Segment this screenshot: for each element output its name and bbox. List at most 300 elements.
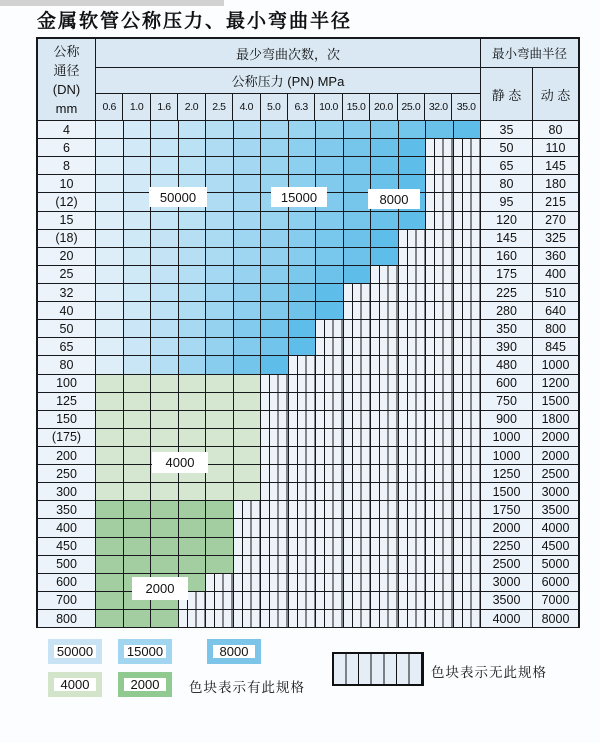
- spec-cell: [344, 121, 372, 138]
- no-spec-cell: [344, 538, 372, 555]
- spec-cell: [206, 212, 234, 229]
- spec-cell: [179, 393, 207, 410]
- spec-cell: [261, 338, 289, 355]
- spec-cell: [234, 302, 262, 319]
- no-spec-cell: [454, 212, 482, 229]
- spec-cell: [151, 411, 179, 428]
- no-spec-cell: [344, 610, 372, 627]
- spec-cell: [289, 302, 317, 319]
- no-spec-cell: [261, 574, 289, 591]
- spec-cell: [261, 356, 289, 373]
- spec-cell: [124, 302, 152, 319]
- static-radius-cell: 750: [481, 393, 533, 410]
- no-spec-cell: [344, 465, 372, 482]
- static-radius-cell: 480: [481, 356, 533, 373]
- no-spec-cell: [454, 248, 482, 265]
- spec-cell: [371, 121, 399, 138]
- spec-cell: [289, 139, 317, 156]
- spec-cell: [316, 230, 344, 247]
- static-radius-cell: 4000: [481, 610, 533, 627]
- table-row-dn-18: [38, 230, 578, 248]
- spec-cell: [179, 356, 207, 373]
- spec-cell: [344, 193, 372, 210]
- no-spec-cell: [316, 574, 344, 591]
- spec-cell: [289, 338, 317, 355]
- static-radius-cell: 65: [481, 157, 533, 174]
- dn-cell: 4: [38, 121, 96, 138]
- spec-cell: [151, 610, 179, 627]
- dynamic-radius-cell: 1000: [533, 356, 578, 373]
- dn-cell: (12): [38, 193, 96, 210]
- pressure-col-header: 5.0: [261, 94, 288, 120]
- spec-cell: [206, 556, 234, 573]
- spec-cell: [261, 157, 289, 174]
- no-spec-cell: [234, 556, 262, 573]
- spec-cell: [96, 610, 124, 627]
- spec-cell: [124, 266, 152, 283]
- pressure-col-header: 32.0: [425, 94, 452, 120]
- spec-cell: [371, 230, 399, 247]
- spec-cell: [124, 157, 152, 174]
- table-row-dn-65: [38, 338, 578, 356]
- no-spec-cell: [316, 519, 344, 536]
- legend-swatch-2000: 2000: [118, 672, 172, 697]
- spec-cell: [371, 139, 399, 156]
- no-spec-cell: [426, 157, 454, 174]
- spec-cell: [234, 429, 262, 446]
- spec-cell: [124, 393, 152, 410]
- spec-cell: [179, 519, 207, 536]
- no-spec-cell: [399, 375, 427, 392]
- table-row-dn-25: [38, 266, 578, 284]
- spec-cell: [206, 393, 234, 410]
- spec-cell: [289, 157, 317, 174]
- no-spec-cell: [289, 411, 317, 428]
- spec-cell: [206, 302, 234, 319]
- spec-cell: [124, 538, 152, 555]
- no-spec-cell: [344, 556, 372, 573]
- spec-cell: [206, 411, 234, 428]
- dynamic-radius-cell: 215: [533, 193, 578, 210]
- spec-cell: [206, 320, 234, 337]
- spec-cell: [206, 157, 234, 174]
- spec-cell: [96, 139, 124, 156]
- no-spec-cell: [371, 574, 399, 591]
- spec-cell: [206, 139, 234, 156]
- no-spec-cell: [454, 429, 482, 446]
- no-spec-cell: [234, 538, 262, 555]
- no-spec-cell: [426, 175, 454, 192]
- spec-cell: [96, 556, 124, 573]
- no-spec-cell: [399, 447, 427, 464]
- no-spec-cell: [371, 393, 399, 410]
- no-spec-cell: [234, 501, 262, 518]
- no-spec-cell: [454, 483, 482, 500]
- dynamic-radius-cell: 1500: [533, 393, 578, 410]
- zone-label-50000: 50000: [149, 187, 207, 207]
- no-spec-cell: [371, 447, 399, 464]
- no-spec-cell: [399, 574, 427, 591]
- table-row-dn-100: [38, 375, 578, 393]
- static-radius-cell: 3000: [481, 574, 533, 591]
- no-spec-cell: [426, 447, 454, 464]
- spec-cell: [96, 284, 124, 301]
- spec-cell: [124, 429, 152, 446]
- spec-cell: [96, 193, 124, 210]
- no-spec-cell: [399, 356, 427, 373]
- spec-cell: [151, 519, 179, 536]
- static-radius-cell: 225: [481, 284, 533, 301]
- no-spec-cell: [289, 356, 317, 373]
- no-spec-cell: [454, 338, 482, 355]
- dynamic-radius-cell: 8000: [533, 610, 578, 627]
- table-row-dn-40: [38, 302, 578, 320]
- header-dn: [38, 39, 96, 120]
- no-spec-cell: [454, 411, 482, 428]
- no-spec-cell: [454, 157, 482, 174]
- no-spec-cell: [371, 320, 399, 337]
- no-spec-cell: [426, 356, 454, 373]
- no-spec-cell: [426, 248, 454, 265]
- dynamic-radius-cell: 1800: [533, 411, 578, 428]
- spec-cell: [96, 501, 124, 518]
- static-radius-cell: 600: [481, 375, 533, 392]
- static-radius-cell: 120: [481, 212, 533, 229]
- spec-cell: [96, 375, 124, 392]
- spec-cell: [151, 393, 179, 410]
- header-dn-line: 公称: [53, 43, 80, 59]
- spec-cell: [206, 193, 234, 210]
- no-spec-cell: [399, 248, 427, 265]
- no-spec-cell: [344, 574, 372, 591]
- dn-cell: 6: [38, 139, 96, 156]
- spec-cell: [151, 429, 179, 446]
- spec-cell: [234, 157, 262, 174]
- spec-cell: [151, 212, 179, 229]
- static-radius-cell: 900: [481, 411, 533, 428]
- spec-cell: [206, 121, 234, 138]
- dn-cell: 10: [38, 175, 96, 192]
- spec-cell: [234, 175, 262, 192]
- zone-label-4000: 4000: [152, 452, 208, 473]
- dn-cell: 50: [38, 320, 96, 337]
- no-spec-cell: [261, 483, 289, 500]
- no-spec-cell: [454, 610, 482, 627]
- zone-label-2000: 2000: [132, 577, 188, 600]
- static-radius-cell: 390: [481, 338, 533, 355]
- spec-cell: [234, 284, 262, 301]
- spec-cell: [151, 501, 179, 518]
- no-spec-cell: [426, 284, 454, 301]
- spec-cell: [344, 139, 372, 156]
- no-spec-cell: [261, 610, 289, 627]
- spec-cell: [261, 320, 289, 337]
- spec-cell: [151, 157, 179, 174]
- spec-cell: [289, 320, 317, 337]
- spec-cell: [124, 519, 152, 536]
- zone-label-8000: 8000: [368, 189, 420, 209]
- pressure-col-header: 25.0: [398, 94, 425, 120]
- dynamic-radius-cell: 800: [533, 320, 578, 337]
- table-row-dn-400: [38, 519, 578, 537]
- no-spec-cell: [426, 411, 454, 428]
- no-spec-cell: [426, 574, 454, 591]
- spec-cell: [289, 121, 317, 138]
- pressure-col-header: 20.0: [370, 94, 397, 120]
- dynamic-radius-cell: 6000: [533, 574, 578, 591]
- spec-cell: [96, 411, 124, 428]
- spec-cell: [454, 121, 482, 138]
- no-spec-cell: [289, 501, 317, 518]
- no-spec-cell: [234, 610, 262, 627]
- dynamic-radius-cell: 2000: [533, 429, 578, 446]
- spec-cell: [289, 266, 317, 283]
- no-spec-cell: [316, 447, 344, 464]
- table-row-dn-250: [38, 465, 578, 483]
- spec-cell: [96, 175, 124, 192]
- spec-cell: [316, 302, 344, 319]
- no-spec-cell: [289, 574, 317, 591]
- legend-swatch-50000: 50000: [48, 639, 102, 664]
- static-radius-cell: 80: [481, 175, 533, 192]
- spec-cell: [179, 320, 207, 337]
- no-spec-cell: [399, 465, 427, 482]
- dn-cell: 150: [38, 411, 96, 428]
- header-dn-line: (DN): [52, 81, 81, 97]
- spec-cell: [124, 175, 152, 192]
- spec-cell: [206, 248, 234, 265]
- no-spec-cell: [316, 356, 344, 373]
- static-radius-cell: 2500: [481, 556, 533, 573]
- no-spec-cell: [371, 284, 399, 301]
- no-spec-cell: [454, 375, 482, 392]
- static-radius-cell: 2250: [481, 538, 533, 555]
- header-min-radius: 最小弯曲半径: [481, 39, 578, 68]
- spec-cell: [206, 338, 234, 355]
- no-spec-cell: [426, 212, 454, 229]
- table-row-dn-200: [38, 447, 578, 465]
- spec-cell: [399, 157, 427, 174]
- spec-cell: [124, 230, 152, 247]
- pressure-col-header: 2.5: [206, 94, 233, 120]
- dn-cell: 250: [38, 465, 96, 482]
- no-spec-cell: [234, 574, 262, 591]
- spec-cell: [151, 284, 179, 301]
- no-spec-cell: [399, 284, 427, 301]
- spec-cell: [234, 121, 262, 138]
- table-row-dn-600: [38, 574, 578, 592]
- no-spec-cell: [289, 610, 317, 627]
- spec-cell: [206, 501, 234, 518]
- no-spec-cell: [344, 501, 372, 518]
- spec-cell: [124, 212, 152, 229]
- no-spec-cell: [399, 266, 427, 283]
- static-radius-cell: 1000: [481, 447, 533, 464]
- no-spec-cell: [454, 574, 482, 591]
- spec-cell: [151, 356, 179, 373]
- pressure-col-header: 0.6: [96, 94, 123, 120]
- spec-cell: [261, 212, 289, 229]
- spec-cell: [124, 610, 152, 627]
- dn-cell: 32: [38, 284, 96, 301]
- spec-cell: [206, 429, 234, 446]
- no-spec-cell: [426, 465, 454, 482]
- spec-cell: [96, 447, 124, 464]
- zone-label-15000: 15000: [271, 187, 327, 207]
- spec-cell: [234, 212, 262, 229]
- no-spec-cell: [371, 338, 399, 355]
- dynamic-radius-cell: 180: [533, 175, 578, 192]
- no-spec-cell: [426, 429, 454, 446]
- spec-cell: [96, 574, 124, 591]
- no-spec-cell: [399, 556, 427, 573]
- no-spec-cell: [371, 501, 399, 518]
- no-spec-cell: [426, 230, 454, 247]
- table-header: [38, 39, 578, 121]
- header-dynamic: 动 态: [540, 87, 571, 103]
- no-spec-cell: [454, 284, 482, 301]
- spec-cell: [124, 121, 152, 138]
- legend-no-spec-text: 色块表示无此规格: [431, 665, 547, 680]
- spec-cell: [96, 302, 124, 319]
- no-spec-cell: [316, 556, 344, 573]
- spec-cell: [96, 320, 124, 337]
- no-spec-cell: [454, 465, 482, 482]
- no-spec-cell: [316, 483, 344, 500]
- table-row-dn-450: [38, 538, 578, 556]
- spec-cell: [179, 483, 207, 500]
- spec-cell: [179, 302, 207, 319]
- spec-cell: [206, 230, 234, 247]
- no-spec-cell: [426, 538, 454, 555]
- no-spec-cell: [426, 592, 454, 609]
- no-spec-cell: [234, 592, 262, 609]
- no-spec-cell: [289, 447, 317, 464]
- static-radius-cell: 95: [481, 193, 533, 210]
- no-spec-cell: [344, 429, 372, 446]
- header-static-dynamic: [481, 68, 578, 120]
- dn-cell: 400: [38, 519, 96, 536]
- no-spec-cell: [261, 447, 289, 464]
- spec-cell: [234, 483, 262, 500]
- no-spec-cell: [261, 465, 289, 482]
- spec-cell: [289, 248, 317, 265]
- spec-cell: [124, 556, 152, 573]
- no-spec-cell: [371, 610, 399, 627]
- no-spec-cell: [344, 519, 372, 536]
- static-radius-cell: 1250: [481, 465, 533, 482]
- table-row-dn-300: [38, 483, 578, 501]
- spec-cell: [179, 429, 207, 446]
- no-spec-cell: [426, 266, 454, 283]
- no-spec-cell: [234, 519, 262, 536]
- spec-cell: [234, 230, 262, 247]
- spec-cell: [96, 356, 124, 373]
- spec-cell: [206, 538, 234, 555]
- pressure-col-header: 1.0: [123, 94, 150, 120]
- pressure-col-header: 15.0: [343, 94, 370, 120]
- dn-cell: 8: [38, 157, 96, 174]
- no-spec-cell: [344, 447, 372, 464]
- spec-cell: [344, 230, 372, 247]
- spec-cell: [96, 538, 124, 555]
- pressure-columns-header: [96, 94, 481, 120]
- spec-cell: [316, 248, 344, 265]
- no-spec-cell: [344, 302, 372, 319]
- spec-cell: [261, 284, 289, 301]
- spec-cell: [316, 284, 344, 301]
- no-spec-cell: [399, 501, 427, 518]
- no-spec-cell: [454, 592, 482, 609]
- no-spec-cell: [289, 592, 317, 609]
- no-spec-cell: [344, 483, 372, 500]
- no-spec-cell: [289, 393, 317, 410]
- spec-cell: [124, 411, 152, 428]
- spec-cell: [399, 121, 427, 138]
- static-radius-cell: 1500: [481, 483, 533, 500]
- spec-cell: [124, 447, 152, 464]
- spec-cell: [151, 375, 179, 392]
- dynamic-radius-cell: 845: [533, 338, 578, 355]
- dn-cell: (175): [38, 429, 96, 446]
- no-spec-cell: [454, 193, 482, 210]
- no-spec-cell: [371, 519, 399, 536]
- no-spec-cell: [206, 592, 234, 609]
- no-spec-cell: [454, 175, 482, 192]
- spec-cell: [234, 356, 262, 373]
- no-spec-cell: [371, 375, 399, 392]
- spec-cell: [151, 556, 179, 573]
- legend-has-spec-text: 色块表示有此规格: [189, 680, 305, 695]
- table-row-dn-125: [38, 393, 578, 411]
- dynamic-radius-cell: 400: [533, 266, 578, 283]
- no-spec-cell: [454, 501, 482, 518]
- dn-cell: 100: [38, 375, 96, 392]
- static-radius-cell: 280: [481, 302, 533, 319]
- page-title: 金属软管公称压力、最小弯曲半径: [37, 11, 353, 32]
- legend-swatch-8000: 8000: [207, 639, 261, 664]
- no-spec-cell: [344, 356, 372, 373]
- no-spec-cell: [371, 429, 399, 446]
- dn-cell: 450: [38, 538, 96, 555]
- no-spec-cell: [399, 483, 427, 500]
- pressure-col-header: 6.3: [288, 94, 315, 120]
- dynamic-radius-cell: 80: [533, 121, 578, 138]
- spec-cell: [179, 230, 207, 247]
- no-spec-cell: [454, 302, 482, 319]
- no-spec-cell: [316, 610, 344, 627]
- spec-cell: [316, 121, 344, 138]
- table-row-dn-350: [38, 501, 578, 519]
- no-spec-cell: [316, 375, 344, 392]
- spec-cell: [234, 320, 262, 337]
- no-spec-cell: [426, 610, 454, 627]
- no-spec-cell: [289, 375, 317, 392]
- table-row-dn-80: [38, 356, 578, 374]
- spec-cell: [124, 375, 152, 392]
- no-spec-cell: [371, 538, 399, 555]
- dynamic-radius-cell: 2500: [533, 465, 578, 482]
- spec-cell: [206, 266, 234, 283]
- spec-cell: [96, 592, 124, 609]
- no-spec-cell: [454, 266, 482, 283]
- no-spec-cell: [426, 193, 454, 210]
- static-radius-cell: 1000: [481, 429, 533, 446]
- spec-cell: [234, 375, 262, 392]
- no-spec-cell: [289, 519, 317, 536]
- no-spec-cell: [371, 465, 399, 482]
- spec-cell: [96, 465, 124, 482]
